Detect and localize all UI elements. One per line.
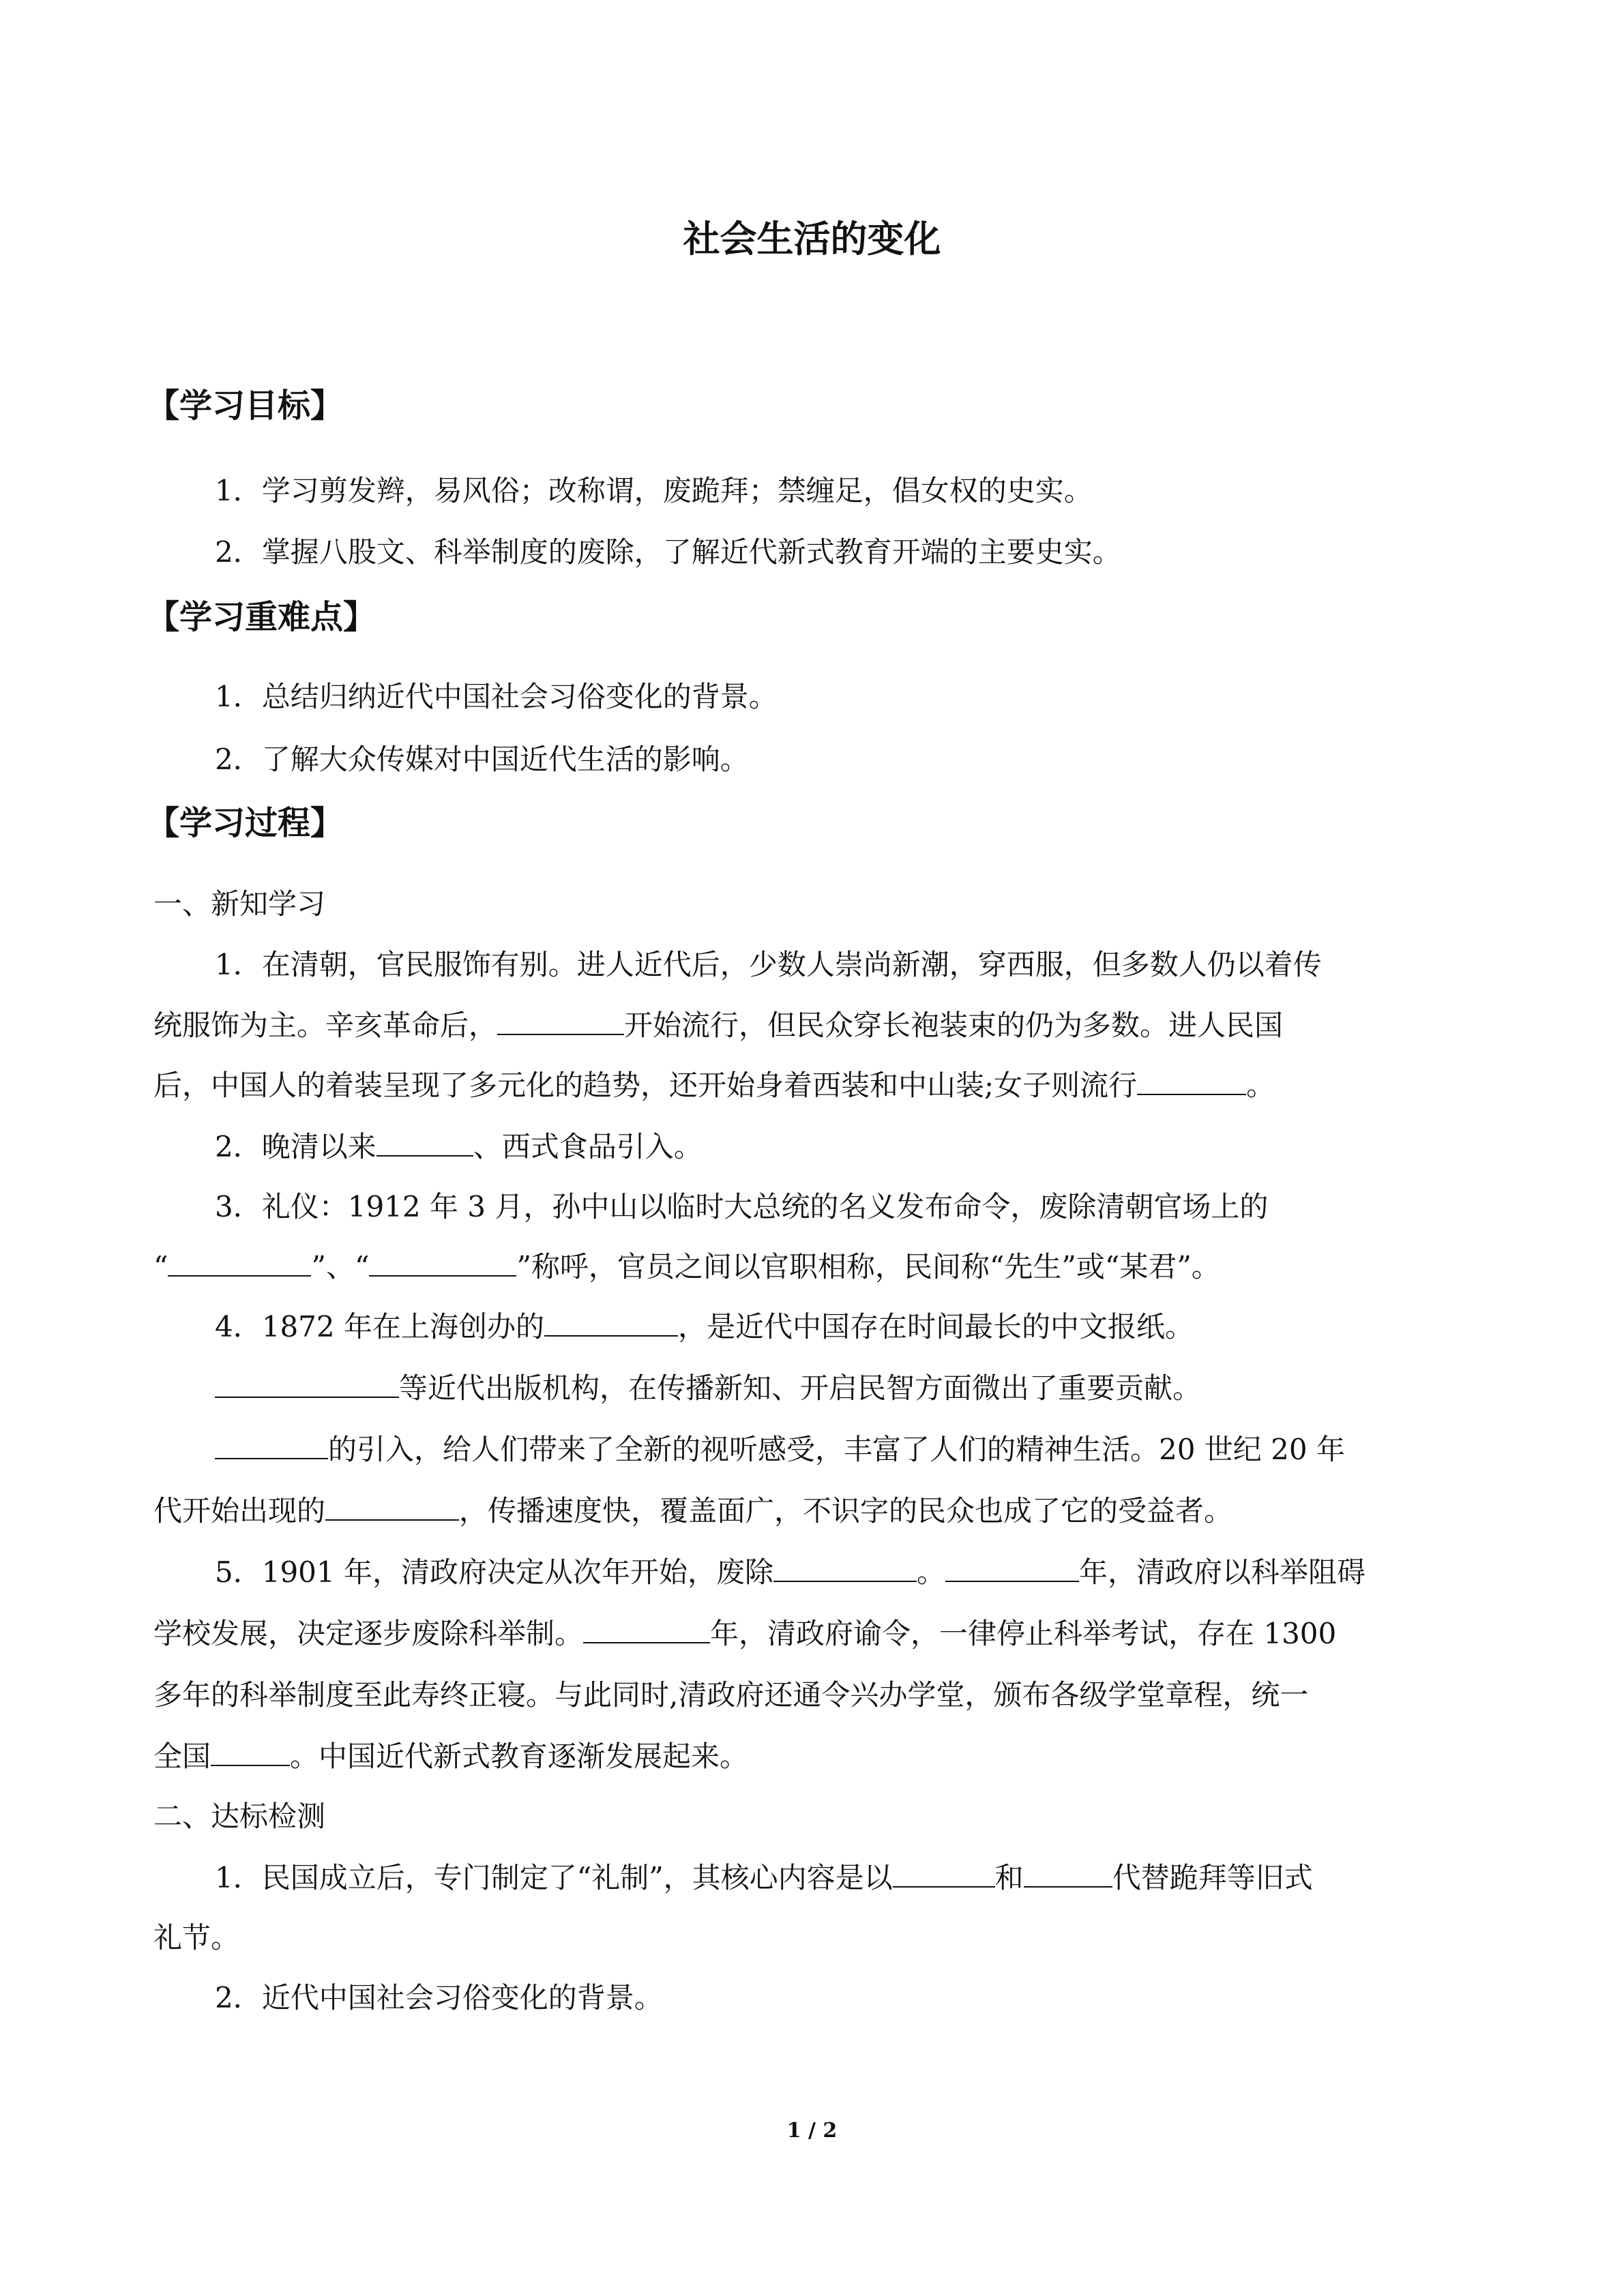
q3-line-2-text-b: ”、“ [311,1250,370,1283]
q4-line-4-text-b: ，传播速度快，覆盖面广，不识字的民众也成了它的受益者。 [459,1494,1233,1527]
q2-text-b: 、西式食品引入。 [473,1130,703,1163]
objective-item-1: 1．学习剪发辫，易风俗；改称谓，废跪拜；禁缠足，倡女权的史实。 [215,474,1093,507]
fill-blank[interactable] [211,1738,290,1766]
objective-item-2: 2．掌握八股文、科举制度的废除，了解近代新式教育开端的主要史实。 [215,535,1121,569]
q3-line-2-text-c: ”称呼，官员之间以官职相称，民间称“先生”或“某君”。 [516,1250,1220,1283]
q3-line-2-text-a: “ [153,1250,168,1283]
q1-line-2 [153,1004,1283,1047]
q5-line-1 [215,1551,1365,1594]
q5-line-1-text-c: 年，清政府以科举阻碍 [1078,1555,1365,1589]
fill-blank[interactable] [377,1128,473,1157]
q1-line-1: 1．在清朝，官民服饰有别。进人近代后，少数人崇尚新潮，穿西服，但多数人仍以着传 [215,948,1322,981]
q5-line-2-text-a: 学校发展，决定逐步废除科举制。 [153,1617,584,1650]
q5-line-4-text-a: 全国 [153,1740,211,1773]
fill-blank[interactable] [497,1007,624,1035]
heading-key-points: 【学习重难点】 [147,598,377,636]
fill-blank[interactable] [215,1369,399,1398]
q2-text-a: 2．晚清以来 [215,1130,377,1163]
fill-blank[interactable] [1137,1067,1246,1095]
q4-line-1-text-b: ，是近代中国存在时间最长的中文报纸。 [677,1310,1194,1343]
fill-blank[interactable] [168,1248,311,1277]
fill-blank[interactable] [773,1553,917,1582]
test-q1-text-c: 代替跪拜等旧式 [1112,1861,1313,1894]
key-point-item-1: 1．总结归纳近代中国社会习俗变化的背景。 [215,680,778,713]
q5-line-1-text-b: 。 [916,1555,945,1589]
q5-line-1-text-a: 5．1901 年，清政府决定从次年开始，废除 [215,1555,773,1589]
fill-blank[interactable] [544,1308,678,1337]
page-number: 1 / 2 [786,2119,838,2143]
fill-blank[interactable] [583,1615,710,1643]
q1-line-2-text-b: 开始流行，但民众穿长袍装束的仍为多数。进人民国 [624,1009,1284,1042]
q5-line-3: 多年的科举制度至此寿终正寝。与此同时,清政府还通令兴办学堂，颁布各级学堂章程，统一 [153,1678,1309,1712]
q4-line-3 [215,1428,1345,1472]
q1-line-2-text-a: 统服饰为主。辛亥革命后， [153,1009,498,1042]
q4-line-3-text: 的引入，给人们带来了全新的视听感受，丰富了人们的精神生活。20 世纪 20 年 [328,1433,1345,1466]
fill-blank[interactable] [369,1248,516,1277]
q4-line-4 [153,1489,1232,1533]
heading-process: 【学习过程】 [147,804,344,842]
q5-line-4-text-b: 。中国近代新式教育逐渐发展起来。 [290,1740,749,1773]
q5-line-4 [153,1735,748,1778]
q4-line-2-text: 等近代出版机构，在传播新知、开启民智方面微出了重要贡献。 [399,1371,1202,1405]
fill-blank[interactable] [325,1492,459,1521]
heading-objectives: 【学习目标】 [147,387,344,425]
test-q2-line: 2．近代中国社会习俗变化的背景。 [215,1981,663,2014]
q3-line-1: 3．礼仪：1912 年 3 月，孙中山以临时大总统的名义发布命令，废除清朝官场上的 [215,1190,1269,1223]
q1-line-3-text-b: 。 [1246,1069,1275,1102]
test-q1-line-1 [215,1856,1313,1900]
q1-line-3 [153,1064,1275,1107]
fill-blank[interactable] [945,1553,1079,1582]
part2-label: 二、达标检测 [153,1800,326,1833]
q3-line-2 [153,1245,1220,1289]
q5-line-2-text-b: 年，清政府谕令，一律停止科举考试，存在 1300 [710,1617,1337,1650]
q1-line-3-text-a: 后，中国人的着装呈现了多元化的趋势，还开始身着西装和中山装;女子则流行 [153,1069,1138,1102]
q4-line-4-text-a: 代开始出现的 [153,1494,326,1527]
q5-line-2 [153,1612,1336,1656]
q2-line [215,1125,703,1169]
q4-line-2 [215,1367,1201,1410]
fill-blank[interactable] [893,1859,995,1888]
q4-line-1 [215,1305,1194,1349]
test-q1-text-b: 和 [994,1861,1024,1894]
fill-blank[interactable] [1024,1859,1112,1888]
part1-label: 一、新知学习 [153,887,326,921]
q4-line-1-text-a: 4．1872 年在上海创办的 [215,1310,544,1343]
test-q1-line-2: 礼节。 [153,1921,240,1954]
test-q1-text-a: 1．民国成立后，专门制定了“礼制”，其核心内容是以 [215,1861,893,1894]
page-title: 社会生活的变化 [683,217,941,260]
fill-blank[interactable] [215,1431,328,1459]
key-point-item-2: 2．了解大众传媒对中国近代生活的影响。 [215,743,749,776]
